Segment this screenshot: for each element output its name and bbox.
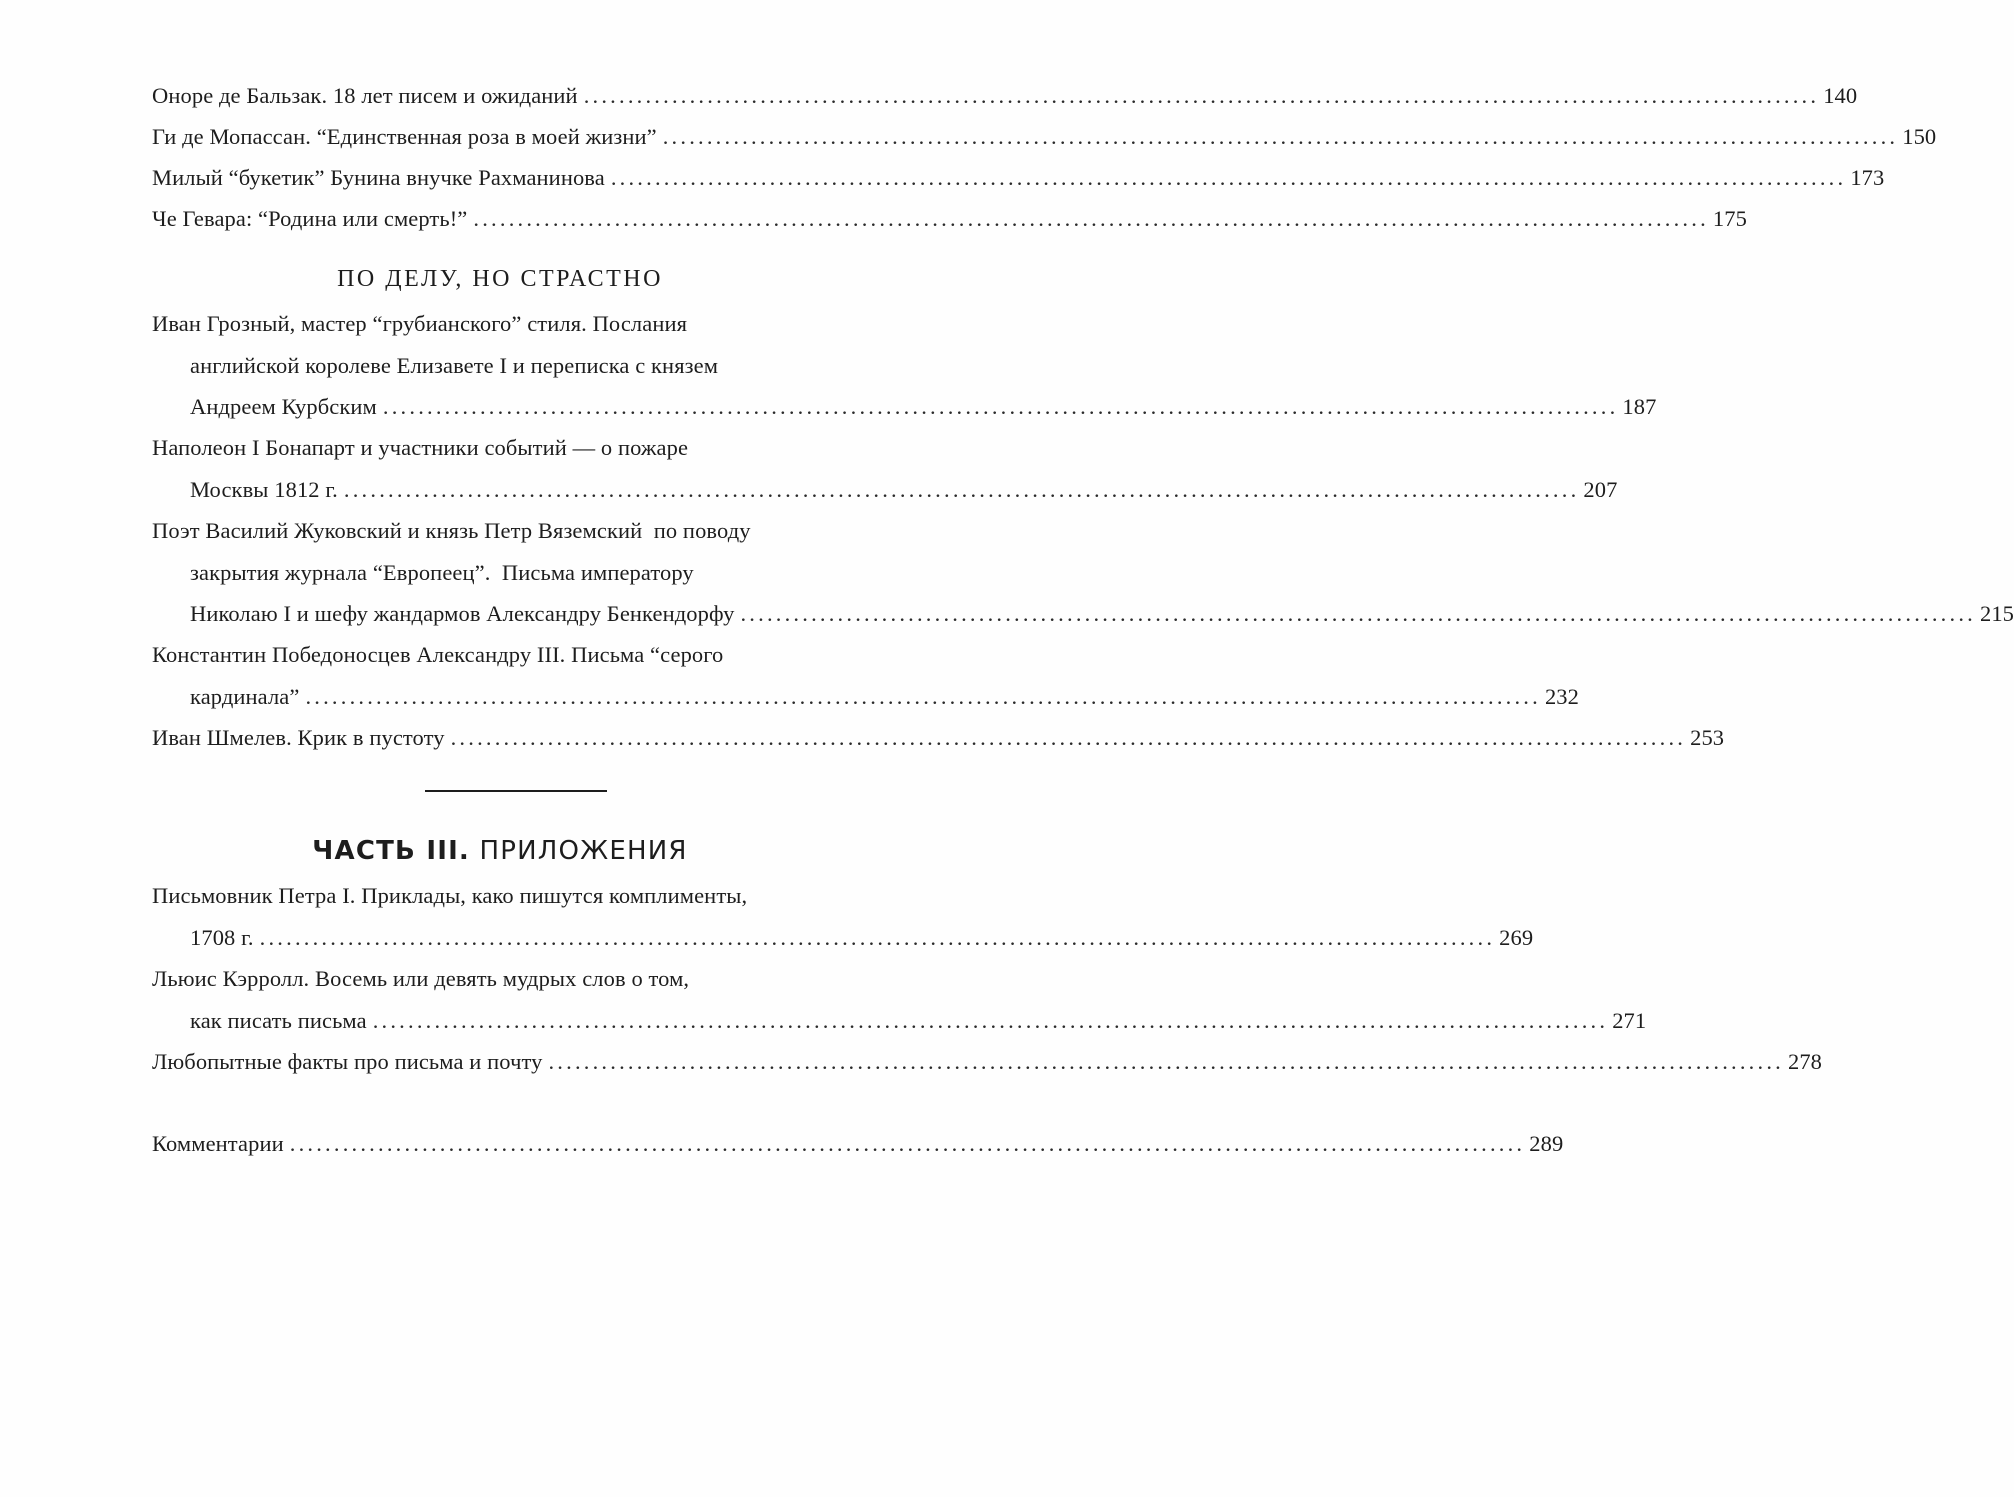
- toc-entry-title-line: Наполеон I Бонапарт и участники событий — о пожаре: [152, 435, 689, 460]
- toc-entry-title-line: Льюис Кэрролл. Восемь или девять мудрых слов о том,: [152, 966, 690, 991]
- dot-leader: ............................................................................................................................................: [259, 924, 1496, 950]
- toc-entry-title-line: Иван Шмелев. Крик в пустоту: [152, 725, 445, 750]
- toc-entry-title: Комментарии: [152, 1131, 284, 1156]
- toc-entry-page: 271: [1612, 1007, 1647, 1033]
- toc-entry-title-line: английской королеве Елизавете I и переписка с князем: [190, 352, 719, 378]
- toc-entry-title-line: Николаю I и шефу жандармов Александру Бенкендорфу: [190, 601, 735, 626]
- section-divider: [425, 790, 607, 792]
- toc-entry-title: Оноре де Бальзак. 18 лет писем и ожиданий: [152, 83, 578, 108]
- toc-entry[interactable]: [152, 634, 1580, 717]
- toc-entry-title-line: закрытия журнала “Европеец”. Письма императору: [190, 559, 694, 585]
- toc-entry-page: 232: [1544, 683, 1580, 709]
- toc-entry[interactable]: [152, 198, 1747, 240]
- part-heading: [0, 831, 1000, 871]
- part-title: ПРИЛОЖЕНИЯ: [479, 836, 688, 866]
- part-number: ЧАСТЬ III.: [312, 836, 471, 866]
- toc-entry-page: 253: [1690, 725, 1725, 750]
- toc-entry-comments[interactable]: [152, 1123, 1564, 1165]
- toc-entry-page: 269: [1499, 924, 1534, 950]
- toc-entry-page: 173: [1850, 165, 1885, 190]
- toc-entry-page: 215: [1979, 601, 2014, 626]
- dot-leader: ............................................................................................................................................: [473, 206, 1709, 231]
- dot-leader: ............................................................................................................................................: [305, 683, 1541, 709]
- toc-entry[interactable]: [152, 875, 1534, 958]
- toc-entry-title-line: Иван Грозный, мастер “грубианского” стиля. Послания: [152, 311, 688, 336]
- toc-entry-title: Ги де Мопассан. “Единственная роза в моей жизни”: [152, 124, 657, 149]
- toc-entry-title-line: Константин Победоносцев Александру III. Письма “серого: [152, 642, 724, 667]
- toc-entry-title: Че Гевара: “Родина или смерть!”: [152, 206, 468, 231]
- dot-leader: ............................................................................................................................................: [610, 165, 1847, 190]
- toc-entry-title: Милый “букетик” Бунина внучке Рахманинова: [152, 165, 605, 190]
- section-heading: ПО ДЕЛУ, НО СТРАСТНО: [337, 266, 663, 292]
- toc-entry-title-line: Любопытные факты про письма и почту: [152, 1049, 543, 1074]
- dot-leader: ............................................................................................................................................: [343, 476, 1580, 502]
- toc-entry[interactable]: [152, 1041, 1823, 1083]
- toc-entry[interactable]: [152, 427, 1618, 510]
- toc-entry-page: 187: [1622, 394, 1657, 419]
- toc-entry-title-line: Москвы 1812 г.: [190, 476, 338, 502]
- toc-entry-page: 207: [1583, 476, 1618, 502]
- toc-entry[interactable]: [152, 303, 1657, 428]
- toc-entry-title-line: Письмовник Петра I. Приклады, како пишутся комплименты,: [152, 883, 748, 908]
- toc-entry-page: 289: [1529, 1131, 1564, 1156]
- dot-leader: ............................................................................................................................................: [450, 725, 1687, 750]
- toc-entry-page: 140: [1823, 83, 1858, 108]
- toc-entry-page: 278: [1787, 1049, 1823, 1074]
- toc-entry[interactable]: [152, 157, 1885, 199]
- dot-leader: ............................................................................................................................................: [289, 1131, 1526, 1156]
- toc-entry[interactable]: [152, 717, 1725, 759]
- dot-leader: ............................................................................................................................................: [382, 394, 1619, 419]
- dot-leader: ............................................................................................................................................: [662, 124, 1899, 149]
- toc-entry[interactable]: [152, 75, 1858, 117]
- toc-entry-title-line: Андреем Курбским: [190, 394, 377, 419]
- dot-leader: ............................................................................................................................................: [372, 1007, 1609, 1033]
- toc-entry[interactable]: [152, 958, 1647, 1041]
- toc-entry[interactable]: [152, 116, 1937, 158]
- dot-leader: ............................................................................................................................................: [548, 1049, 1784, 1074]
- dot-leader: ............................................................................................................................................: [740, 601, 1976, 626]
- toc-entry[interactable]: [152, 510, 2014, 635]
- toc-entry-title-line: 1708 г.: [190, 924, 254, 950]
- toc-entry-page: 175: [1712, 206, 1747, 231]
- dot-leader: ............................................................................................................................................: [583, 83, 1820, 108]
- toc-entry-title-line: Поэт Василий Жуковский и князь Петр Вяземский по поводу: [152, 518, 751, 543]
- toc-entry-page: 150: [1902, 124, 1937, 149]
- toc-entry-title-line: кардинала”: [190, 683, 300, 709]
- toc-entry-title-line: как писать письма: [190, 1007, 367, 1033]
